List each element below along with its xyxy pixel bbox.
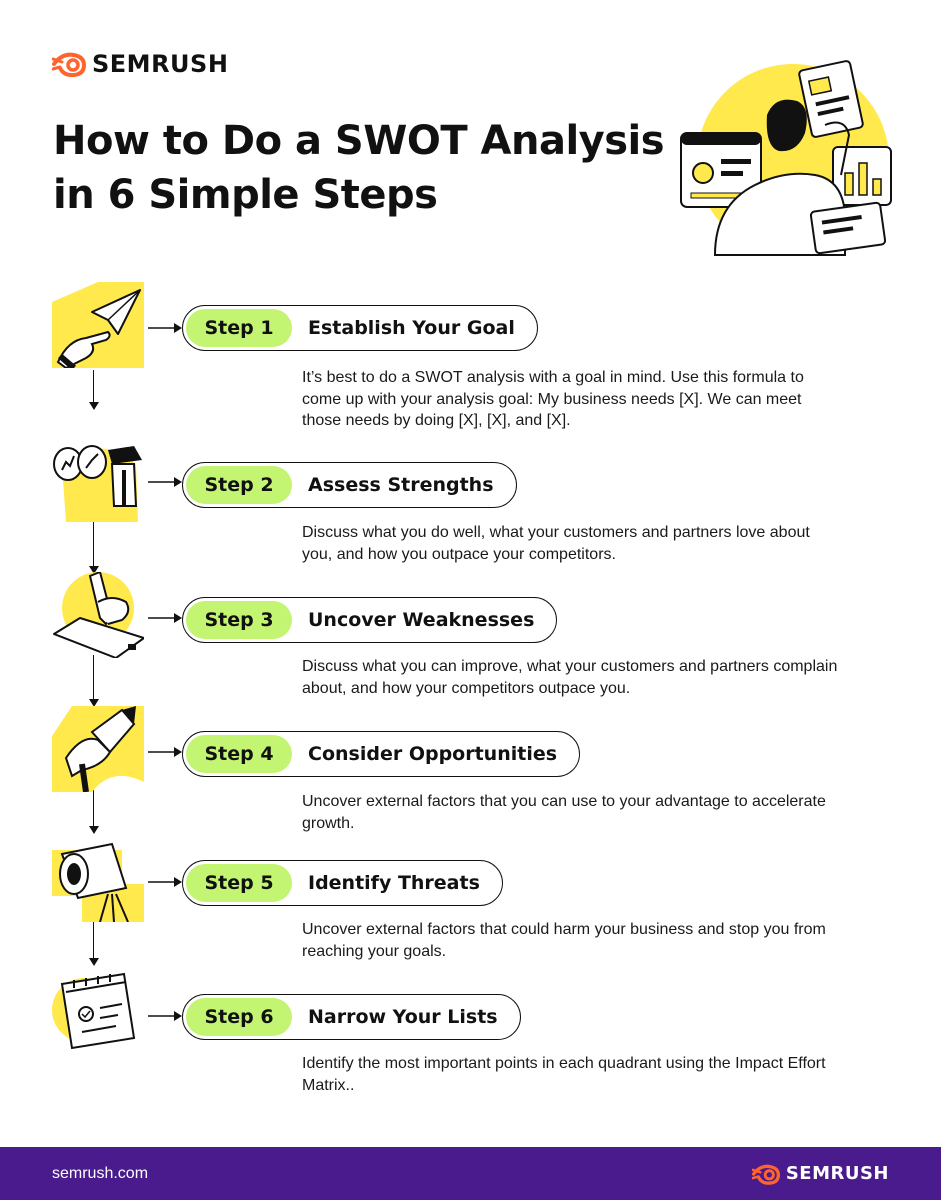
connector-arrow-4-5 xyxy=(89,826,99,834)
footer-url-link[interactable]: semrush.com xyxy=(52,1164,149,1182)
step-5-title: Identify Threats xyxy=(308,872,480,894)
step-3-title: Uncover Weaknesses xyxy=(308,609,535,631)
arrow-right-icon xyxy=(148,747,182,757)
telescope-icon xyxy=(52,836,144,922)
logo-wordmark: SEMRUSH xyxy=(92,50,229,78)
connector-arrow-1-2 xyxy=(89,402,99,410)
arrow-right-icon xyxy=(148,1011,182,1021)
connector-3-4 xyxy=(93,655,94,699)
binoculars-icon xyxy=(52,436,144,522)
footer-bar xyxy=(0,1147,941,1200)
semrush-flame-icon xyxy=(52,51,86,77)
connector-5-6 xyxy=(93,920,94,958)
step-4-pill xyxy=(182,731,580,777)
step-3-badge: Step 3 xyxy=(186,601,292,639)
hand-pencil-icon xyxy=(52,706,144,792)
footer-logo-wordmark: SEMRUSH xyxy=(785,1163,889,1184)
connector-2-3 xyxy=(93,520,94,566)
connector-4-5 xyxy=(93,790,94,826)
page-title-line-1: How to Do a SWOT Analysis xyxy=(53,118,665,164)
pencil-tablet-icon xyxy=(52,572,144,658)
step-1-title: Establish Your Goal xyxy=(308,317,515,339)
step-5-description: Uncover external factors that could harm your business and stop you from reaching your goals. xyxy=(302,921,826,960)
arrow-right-icon xyxy=(148,877,182,887)
paper-plane-icon xyxy=(52,282,144,368)
step-3-pill xyxy=(182,597,557,643)
hero-illustration xyxy=(675,55,900,260)
step-1-description: It’s best to do a SWOT analysis with a goal in mind. Use this formula to come up with your analysis goal: My business needs [X]. We can meet those needs by doing [X], [X], and [X]. xyxy=(302,369,804,429)
page-title xyxy=(53,114,664,222)
arrow-right-icon xyxy=(148,613,182,623)
step-2-pill xyxy=(182,462,517,508)
step-3-description: Discuss what you can improve, what your customers and partners complain about, and how your competitors outpace you. xyxy=(302,658,838,697)
step-2-title: Assess Strengths xyxy=(308,474,494,496)
step-1-pill xyxy=(182,305,538,351)
footer-logo xyxy=(752,1163,889,1185)
step-4-title: Consider Opportunities xyxy=(308,743,558,765)
semrush-logo xyxy=(52,50,228,78)
step-4-description: Uncover external factors that you can use to your advantage to accelerate growth. xyxy=(302,793,826,832)
step-6-description: Identify the most important points in each quadrant using the Impact Effort Matrix.. xyxy=(302,1055,826,1094)
step-2-badge: Step 2 xyxy=(186,466,292,504)
step-5-pill xyxy=(182,860,503,906)
step-6-pill xyxy=(182,994,521,1040)
step-1-badge: Step 1 xyxy=(186,309,292,347)
step-6-title: Narrow Your Lists xyxy=(308,1006,498,1028)
step-6-badge: Step 6 xyxy=(186,998,292,1036)
step-5-badge: Step 5 xyxy=(186,864,292,902)
connector-arrow-5-6 xyxy=(89,958,99,966)
connector-1-2 xyxy=(93,370,94,402)
arrow-right-icon xyxy=(148,323,182,333)
page-title-line-2: in 6 Simple Steps xyxy=(53,172,438,218)
step-2-description: Discuss what you do well, what your customers and partners love about you, and how you outpace your competitors. xyxy=(302,524,810,563)
semrush-flame-icon xyxy=(752,1163,780,1185)
arrow-right-icon xyxy=(148,477,182,487)
notepad-icon xyxy=(52,968,144,1054)
step-4-badge: Step 4 xyxy=(186,735,292,773)
